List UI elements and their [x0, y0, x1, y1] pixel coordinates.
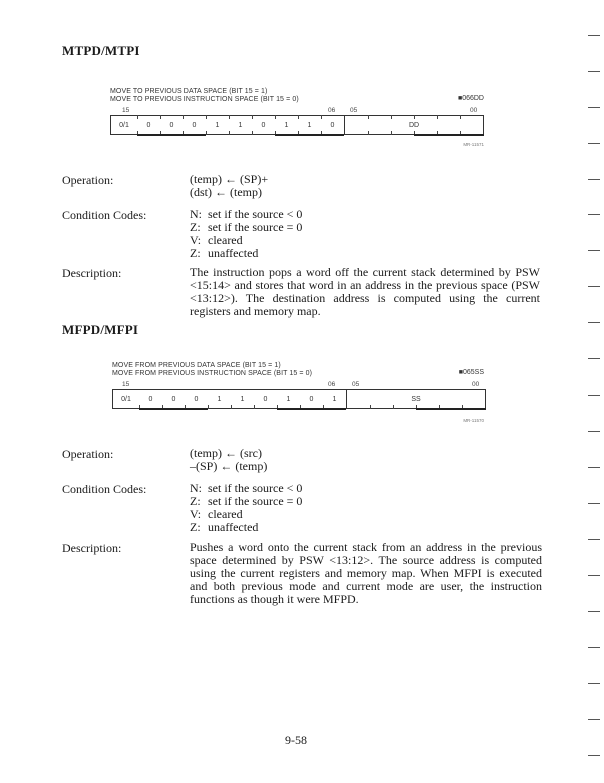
figure-id: MR-11571: [463, 142, 484, 147]
bit-cell: 0/1: [121, 395, 131, 403]
bit-cell: 1: [284, 121, 289, 129]
diagram-title-line2: MOVE FROM PREVIOUS INSTRUCTION SPACE (BIT 15 = 0): [112, 370, 313, 377]
bit-cell: 1: [238, 121, 243, 129]
bit-cell: 0: [169, 121, 174, 129]
bit-cell: 0: [194, 395, 199, 403]
page-number: 9-58: [285, 733, 307, 747]
figure-id: MR-11570: [463, 418, 484, 423]
bit-cell: 1: [217, 395, 222, 403]
bit-label-15: 15: [122, 107, 130, 114]
condition-code-row: Z: set if the source = 0: [190, 220, 303, 234]
bit-cell: 0: [309, 395, 314, 403]
description-text: Pushes a word onto the current stack from an address in the previous space determined by PSW <13:12>. The source address is computed using the current registers and memory map. When MFPI is executed and both previous mode and current mode are user, the instruction functions as though it were MFPD.: [190, 540, 542, 606]
condition-codes-list: [190, 482, 302, 534]
operation-block: [190, 173, 268, 199]
bit-cell: 0: [146, 121, 151, 129]
condition-codes-label: Condition Codes:: [62, 482, 147, 496]
bit-cell: 1: [332, 395, 337, 403]
diagram-title-line1: MOVE TO PREVIOUS DATA SPACE (BIT 15 = 1): [110, 88, 268, 95]
operation-line: –(SP) ← (temp): [190, 459, 268, 473]
description-label: Description:: [62, 266, 122, 280]
operation-block: [190, 447, 267, 473]
description-label: Description:: [62, 541, 122, 555]
bit-cell: 1: [240, 395, 245, 403]
bit-label-05: 05: [352, 381, 360, 388]
opcode-label: ■065SS: [458, 369, 484, 376]
operation-line: (temp) ← (src): [190, 446, 262, 460]
bit-cell: 0: [261, 121, 266, 129]
bit-label-15: 15: [122, 381, 130, 388]
condition-code-row: V: cleared: [190, 507, 243, 521]
section-heading-mtpd: MTPD/MTPI: [62, 43, 140, 58]
opcode-label: ■066DD: [457, 95, 484, 102]
operation-label: Operation:: [62, 447, 114, 461]
section-heading-mfpd: MFPD/MFPI: [62, 322, 139, 337]
bit-label-06: 06: [328, 381, 336, 388]
condition-code-row: Z: set if the source = 0: [190, 494, 303, 508]
bit-cell: 0: [192, 121, 197, 129]
operation-line: (dst) ← (temp): [190, 185, 262, 199]
diagram-title-line2: MOVE TO PREVIOUS INSTRUCTION SPACE (BIT 15 = 0): [110, 96, 299, 103]
condition-codes-label: Condition Codes:: [62, 208, 147, 222]
diagram-title-line1: MOVE FROM PREVIOUS DATA SPACE (BIT 15 = 1): [112, 362, 281, 369]
condition-codes-list: [190, 208, 302, 260]
condition-code-row: N: set if the source < 0: [190, 207, 303, 221]
condition-code-row: V: cleared: [190, 233, 243, 247]
bit-cell: 0/1: [119, 121, 129, 129]
instruction-format-diagram-mfpd: [112, 362, 492, 430]
bit-cell: 0: [330, 121, 335, 129]
bit-cell: 0: [148, 395, 153, 403]
condition-code-row: N: set if the source < 0: [190, 481, 303, 495]
bit-cell: 1: [215, 121, 220, 129]
bit-label-00: 00: [470, 107, 478, 114]
condition-code-row: Z: unaffected: [190, 520, 259, 534]
operation-label: Operation:: [62, 173, 114, 187]
operand-field: SS: [411, 395, 421, 403]
bit-cell: 1: [286, 395, 291, 403]
bit-label-06: 06: [328, 107, 336, 114]
bit-cell: 0: [171, 395, 176, 403]
register-box: [110, 115, 484, 135]
operation-line: (temp) ← (SP)+: [190, 172, 269, 186]
instruction-format-diagram-mtpd: [110, 88, 490, 156]
bit-cell: 0: [263, 395, 268, 403]
operand-field: DD: [408, 121, 420, 129]
description-text: The instruction pops a word off the current stack determined by PSW <15:14> and stores that word in an address in the previous space (PSW <13:12>). The destination address is computed using the current registers and memory map.: [190, 265, 540, 318]
bit-label-00: 00: [472, 381, 480, 388]
register-box: [112, 389, 486, 409]
bit-cell: 1: [307, 121, 312, 129]
condition-code-row: Z: unaffected: [190, 246, 259, 260]
bit-label-05: 05: [350, 107, 358, 114]
